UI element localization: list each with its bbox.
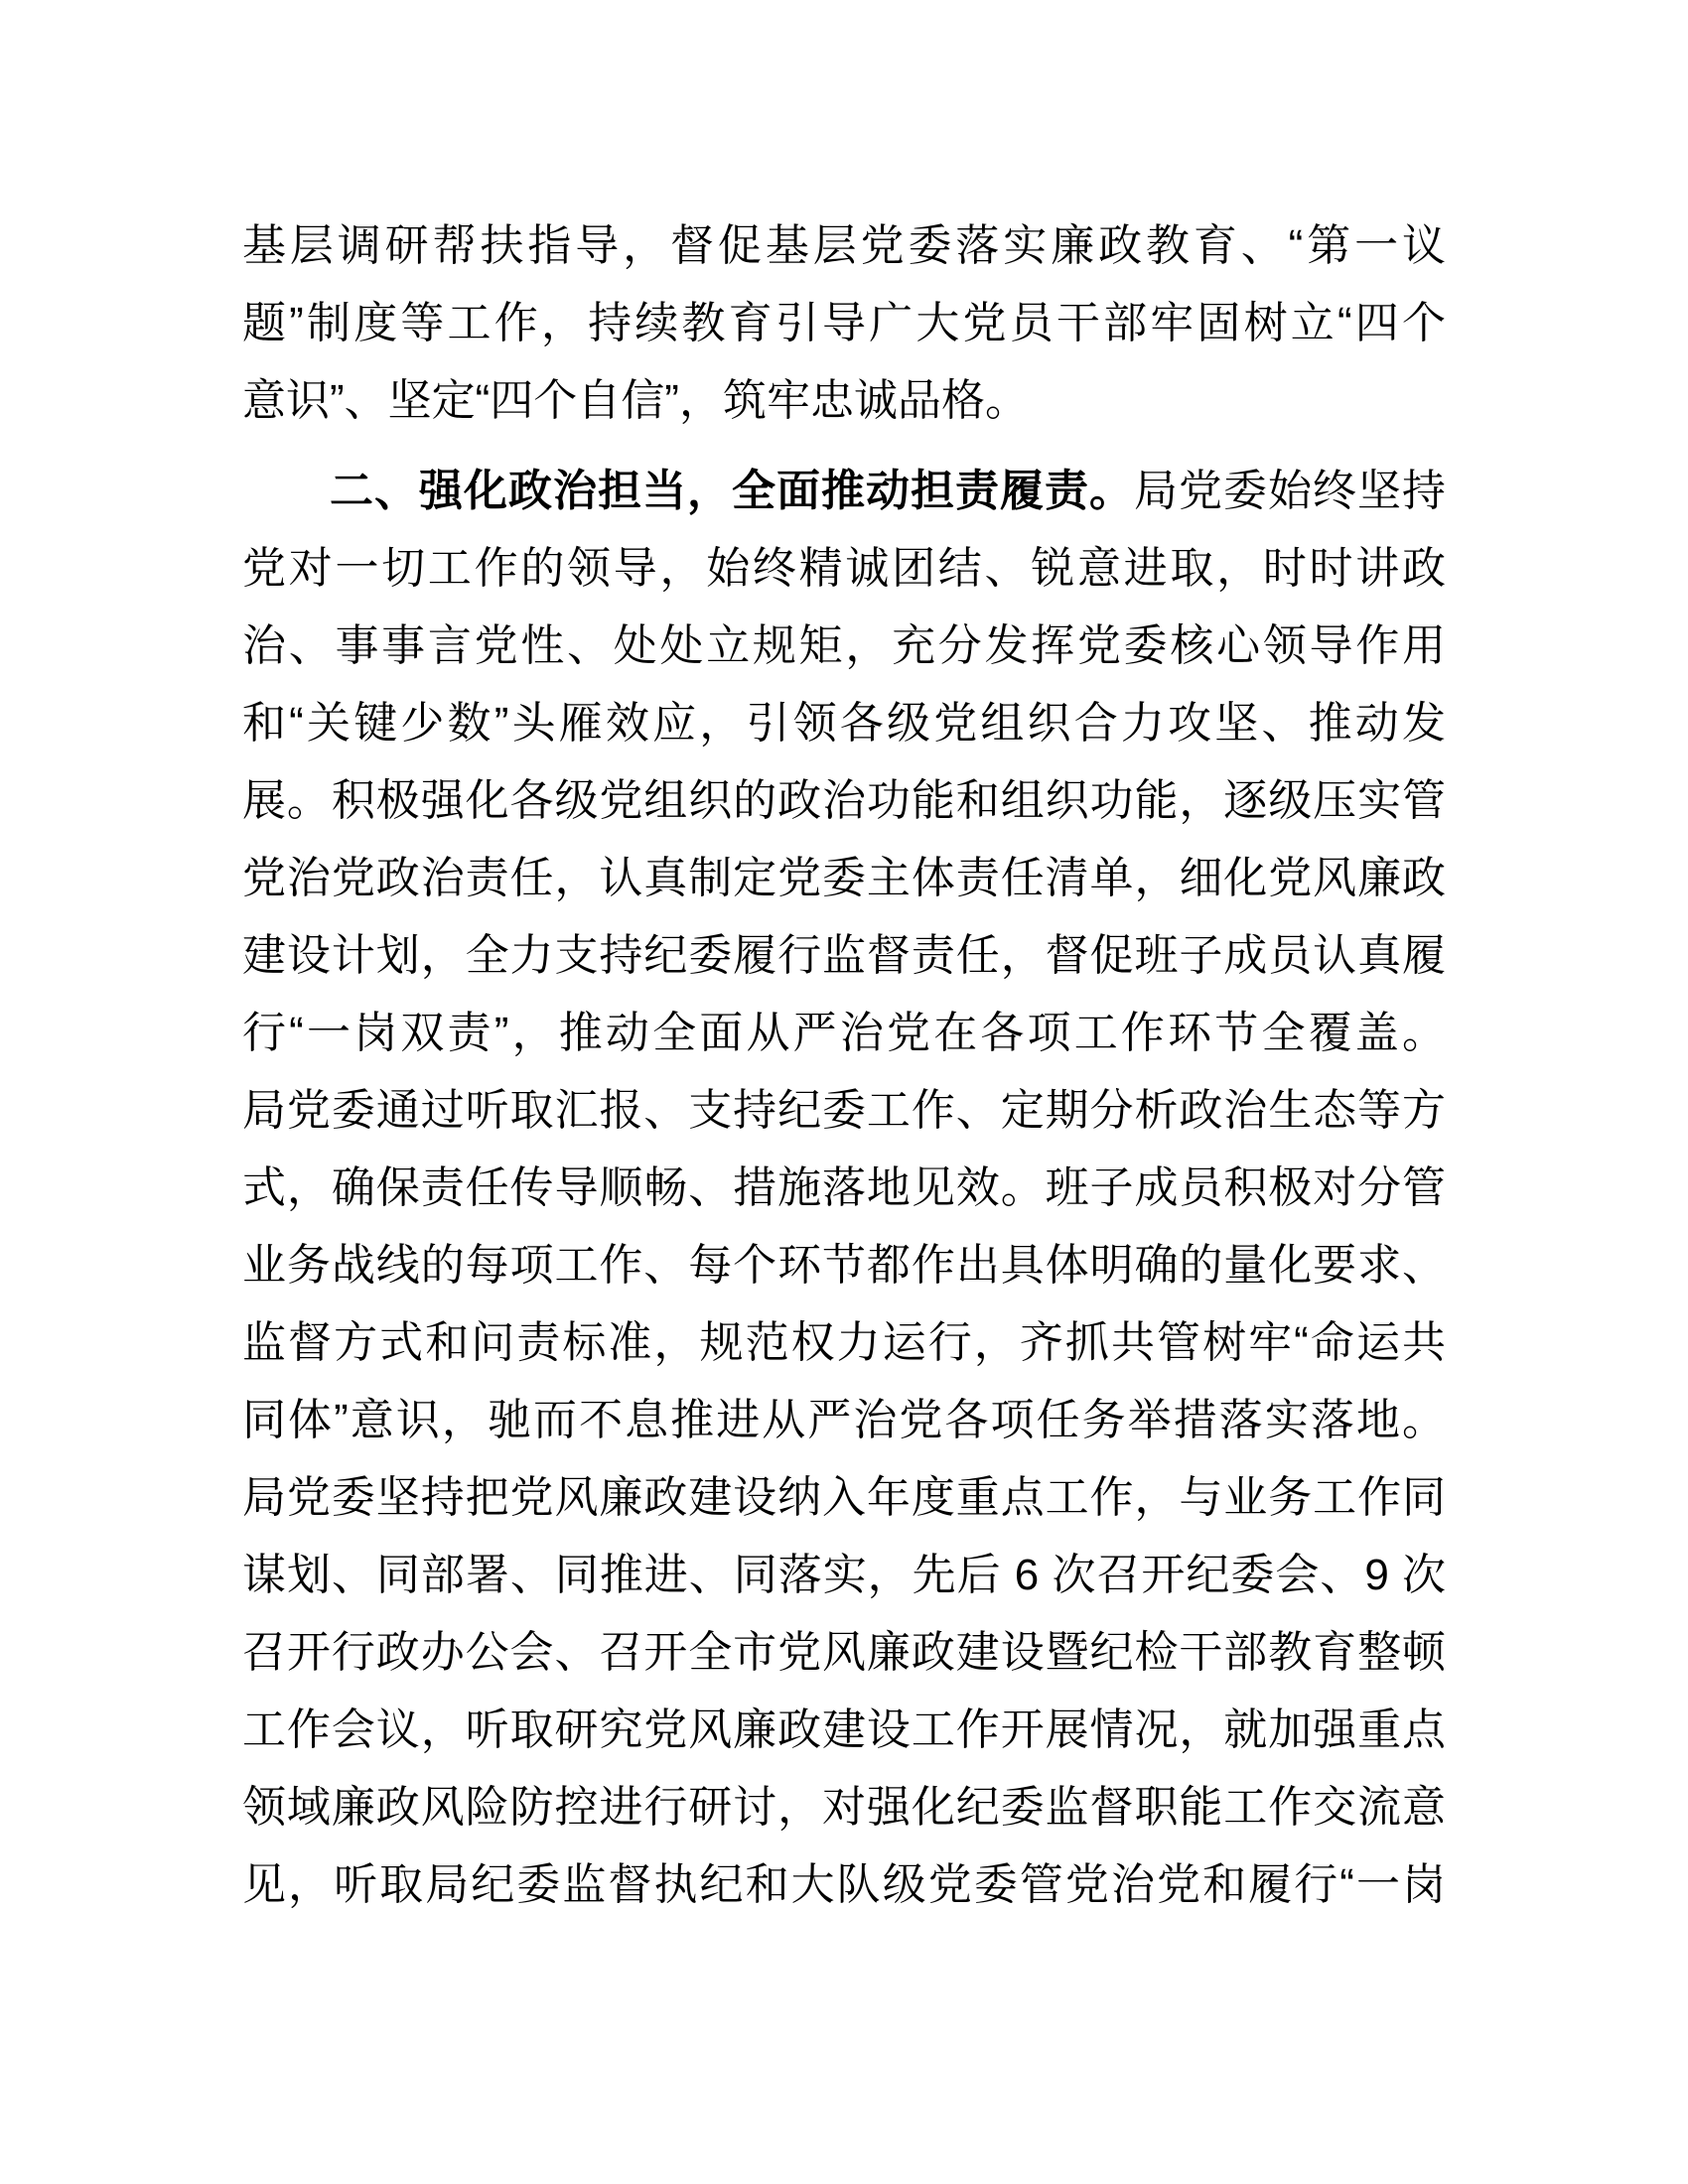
body-text: 见，听取局纪委监督执纪和大队级党委管党治党和履行“一岗 bbox=[242, 1860, 1446, 1909]
text-line bbox=[242, 995, 1446, 1072]
body-text: 党对一切工作的领导，始终精诚团结、锐意进取，时时讲政 bbox=[242, 544, 1446, 593]
body-text: 题”制度等工作，持续教育引导广大党员干部牢固树立“四个 bbox=[242, 299, 1446, 347]
text-line bbox=[242, 1769, 1446, 1846]
text-line bbox=[242, 762, 1446, 840]
body-text: 同体”意识，驰而不息推进从严治党各项任务举措落实落地。 bbox=[242, 1396, 1446, 1444]
text-line bbox=[242, 1846, 1446, 1924]
paragraph bbox=[242, 207, 1446, 440]
text-line bbox=[242, 840, 1446, 917]
text-line bbox=[242, 685, 1446, 762]
text-line bbox=[242, 1227, 1446, 1304]
text-line bbox=[242, 1072, 1446, 1150]
body-text: 党治党政治责任，认真制定党委主体责任清单，细化党风廉政 bbox=[242, 854, 1446, 902]
body-text: 召开行政办公会、召开全市党风廉政建设暨纪检干部教育整顿 bbox=[242, 1628, 1446, 1677]
text-line bbox=[242, 207, 1446, 285]
body-text: 意识”、坚定“四个自信”，筑牢忠诚品格。 bbox=[242, 376, 1029, 425]
text-line bbox=[242, 1459, 1446, 1537]
body-text: 行“一岗双责”，推动全面从严治党在各项工作环节全覆盖。 bbox=[242, 1009, 1446, 1057]
text-line bbox=[242, 1614, 1446, 1692]
text-line bbox=[242, 362, 1446, 440]
text-line bbox=[242, 608, 1446, 685]
document-text-block bbox=[242, 207, 1446, 1924]
text-line bbox=[242, 917, 1446, 995]
body-text: 基层调研帮扶指导，督促基层党委落实廉政教育、“第一议 bbox=[242, 221, 1446, 270]
body-text: 治、事事言党性、处处立规矩，充分发挥党委核心领导作用 bbox=[242, 621, 1446, 670]
body-text: 业务战线的每项工作、每个环节都作出具体明确的量化要求、 bbox=[242, 1241, 1446, 1290]
body-text: 展。积极强化各级党组织的政治功能和组织功能，逐级压实管 bbox=[242, 776, 1446, 825]
text-line bbox=[242, 1150, 1446, 1227]
section-heading-bold: 二、强化政治担当，全面推动担责履责。 bbox=[330, 467, 1134, 515]
paragraph bbox=[242, 453, 1446, 1924]
text-line bbox=[242, 1537, 1446, 1614]
body-text: 谋划、同部署、同推进、同落实，先后 6 次召开纪委会、9 次 bbox=[242, 1551, 1446, 1599]
body-text: 监督方式和问责标准，规范权力运行，齐抓共管树牢“命运共 bbox=[242, 1318, 1446, 1367]
body-text: 局党委始终坚持 bbox=[1134, 467, 1446, 515]
body-text: 局党委通过听取汇报、支持纪委工作、定期分析政治生态等方 bbox=[242, 1086, 1446, 1135]
body-text: 建设计划，全力支持纪委履行监督责任，督促班子成员认真履 bbox=[242, 931, 1446, 980]
text-line bbox=[242, 1692, 1446, 1769]
text-line bbox=[242, 285, 1446, 362]
body-text: 局党委坚持把党风廉政建设纳入年度重点工作，与业务工作同 bbox=[242, 1473, 1446, 1522]
text-line bbox=[242, 1304, 1446, 1382]
text-line bbox=[242, 1382, 1446, 1459]
body-text: 领域廉政风险防控进行研讨，对强化纪委监督职能工作交流意 bbox=[242, 1783, 1446, 1832]
body-text: 式，确保责任传导顺畅、措施落地见效。班子成员积极对分管 bbox=[242, 1163, 1446, 1212]
text-line bbox=[242, 530, 1446, 608]
text-line bbox=[242, 453, 1446, 530]
body-text: 工作会议，听取研究党风廉政建设工作开展情况，就加强重点 bbox=[242, 1706, 1446, 1754]
body-text: 和“关键少数”头雁效应，引领各级党组织合力攻坚、推动发 bbox=[242, 699, 1446, 748]
